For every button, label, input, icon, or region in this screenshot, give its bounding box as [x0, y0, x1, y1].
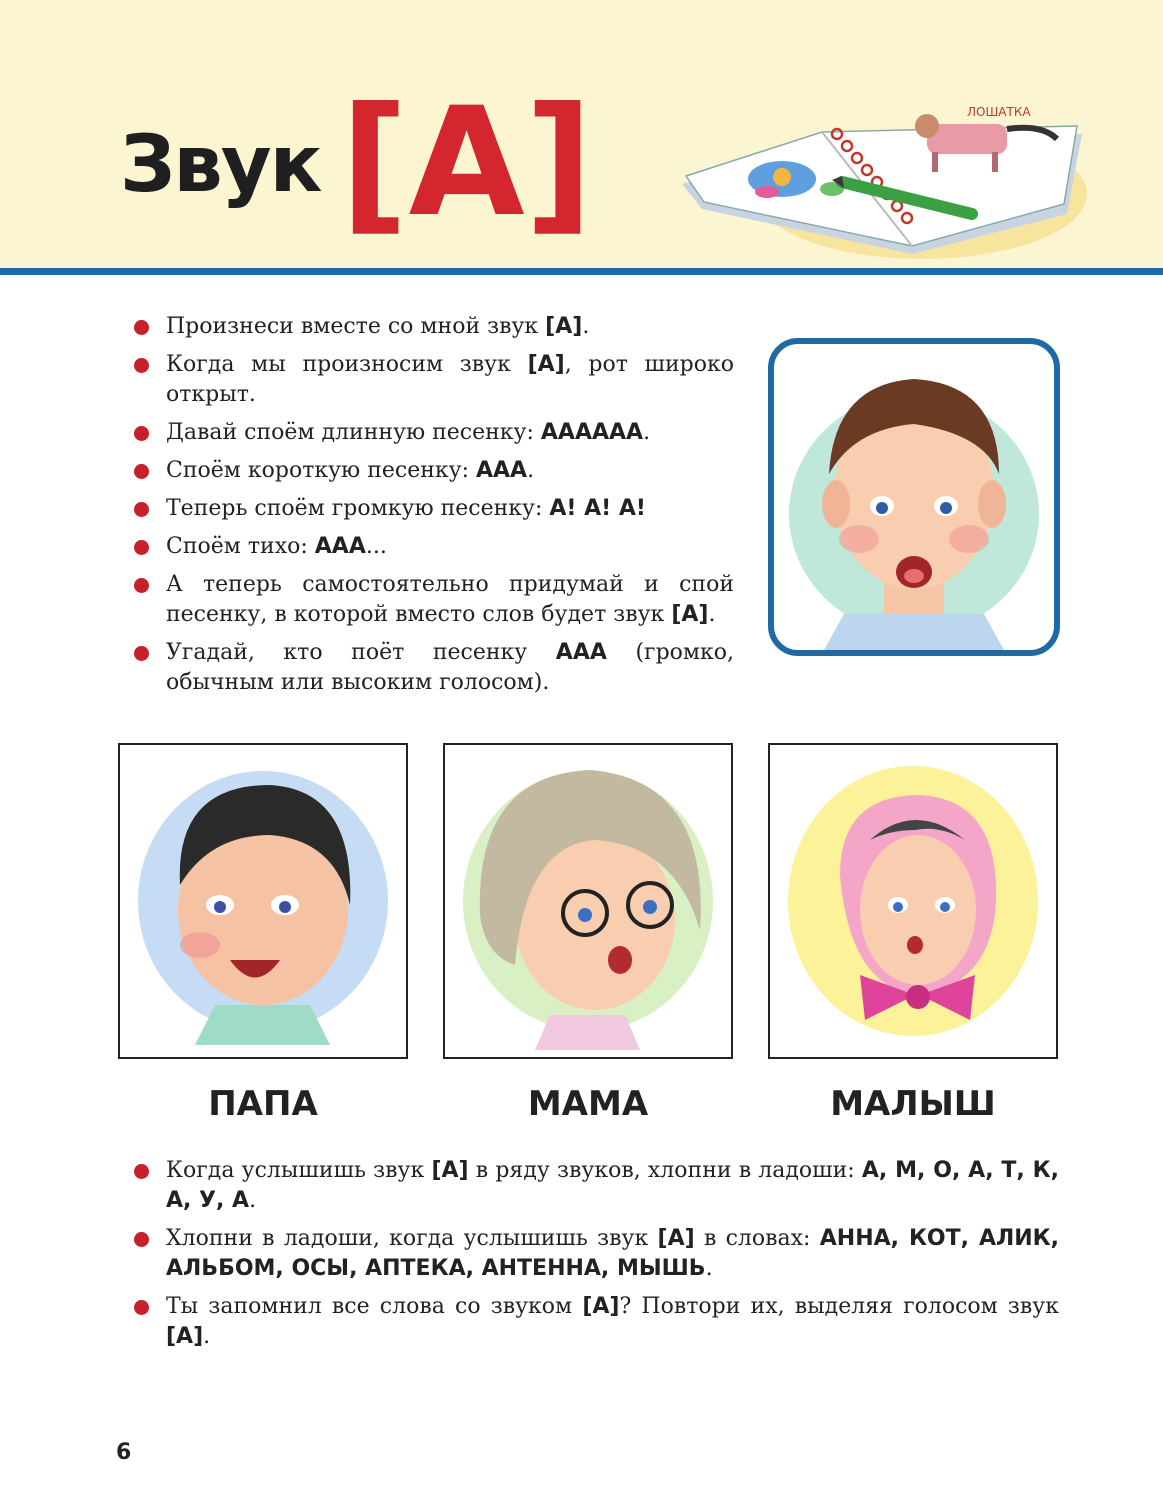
instructions-bottom [134, 1156, 1059, 1360]
page-number: 6 [116, 1440, 132, 1465]
emphasized-text: [А] [166, 1324, 204, 1349]
instruction-text: Ты запомнил все слова со звуком [166, 1294, 583, 1319]
emphasized-text: ААА [555, 640, 607, 665]
instruction-item [134, 638, 734, 698]
instruction-text: А теперь самостоятельно придумай и спой песенку, в которой вместо слов будет звук [166, 572, 734, 627]
header-divider [0, 268, 1163, 275]
instruction-text: . [582, 314, 590, 339]
instruction-text: ? Повтори их, выделяя голосом звук [619, 1294, 1059, 1319]
instruction-text: , рот широко открыт. [166, 352, 735, 407]
instruction-item [134, 1156, 1059, 1216]
sketchbook-illustration [672, 84, 1092, 264]
title-letter: [А] [340, 76, 594, 250]
emphasized-text: ААА [476, 458, 528, 483]
bullet-dot [134, 320, 149, 335]
bullet-dot [134, 464, 149, 479]
baby-portrait [768, 743, 1058, 1059]
sketchbook-text: ЛОШАТКА [967, 105, 1031, 119]
papa-illustration [120, 745, 406, 1057]
instruction-text: . [705, 1256, 713, 1281]
instruction-text: Когда услышишь звук [166, 1158, 432, 1183]
instruction-item [134, 1292, 1059, 1352]
instruction-text: в ряду звуков, хлопни в ладоши: [468, 1158, 862, 1183]
bullet-dot [134, 1164, 149, 1179]
instructions-top [134, 312, 734, 706]
bullet-dot [134, 358, 149, 373]
instruction-item [134, 418, 734, 448]
baby-caption: МАЛЫШ [830, 1084, 996, 1124]
instruction-item [134, 1224, 1059, 1284]
instruction-text: . [708, 602, 716, 627]
emphasized-text: [А] [671, 602, 709, 627]
baby-illustration [770, 745, 1056, 1057]
emphasized-text: ААА [314, 534, 366, 559]
bullet-dot [134, 1232, 149, 1247]
instruction-item [134, 494, 734, 524]
papa-portrait [118, 743, 408, 1059]
bullet-dot [134, 646, 149, 661]
emphasized-text: АААААА [540, 420, 644, 445]
instruction-item [134, 312, 734, 342]
instruction-text: Когда мы произносим звук [166, 352, 528, 377]
emphasized-text: [А] [582, 1294, 620, 1319]
emphasized-text: [А] [431, 1158, 469, 1183]
bullet-dot [134, 1300, 149, 1315]
bullet-dot [134, 540, 149, 555]
papa-caption: ПАПА [208, 1084, 318, 1124]
boy-illustration [774, 344, 1054, 650]
instruction-text: ... [365, 534, 387, 559]
instruction-text: в словах: [694, 1226, 820, 1251]
boy-portrait-frame [768, 338, 1060, 656]
emphasized-text: [А] [545, 314, 583, 339]
instruction-text: . [643, 420, 651, 445]
instruction-text: Давай споём длинную песенку: [166, 420, 541, 445]
instruction-text: Произнеси вместе со мной звук [166, 314, 546, 339]
bullet-dot [134, 502, 149, 517]
emphasized-text: [А] [527, 352, 565, 377]
bullet-dot [134, 578, 149, 593]
instruction-item [134, 570, 734, 630]
bullet-dot [134, 426, 149, 441]
instruction-text: . [203, 1324, 211, 1349]
emphasized-text: А! А! А! [549, 496, 646, 521]
instruction-text: (громко, обычным или высоким голосом). [166, 640, 734, 695]
emphasized-text: А, М, О, А, Т, К, А, У, А [166, 1158, 1059, 1213]
instruction-text: Теперь споём громкую песенку: [166, 496, 550, 521]
instruction-text: . [527, 458, 535, 483]
instruction-text: Угадай, кто поёт песенку [166, 640, 556, 665]
mama-portrait [443, 743, 733, 1059]
instruction-text: Хлопни в ладоши, когда услышишь звук [166, 1226, 658, 1251]
emphasized-text: АННА, КОТ, АЛИК, АЛЬБОМ, ОСЫ, АПТЕКА, АНТЕННА, МЫШЬ [166, 1226, 1059, 1281]
page-title: Звук [120, 120, 321, 210]
instruction-item [134, 350, 734, 410]
instruction-item [134, 456, 734, 486]
instruction-text: . [249, 1188, 257, 1213]
instruction-text: Споём тихо: [166, 534, 315, 559]
emphasized-text: [А] [657, 1226, 695, 1251]
instruction-text: Споём короткую песенку: [166, 458, 476, 483]
mama-illustration [445, 745, 731, 1057]
instruction-item [134, 532, 734, 562]
mama-caption: МАМА [527, 1084, 649, 1124]
